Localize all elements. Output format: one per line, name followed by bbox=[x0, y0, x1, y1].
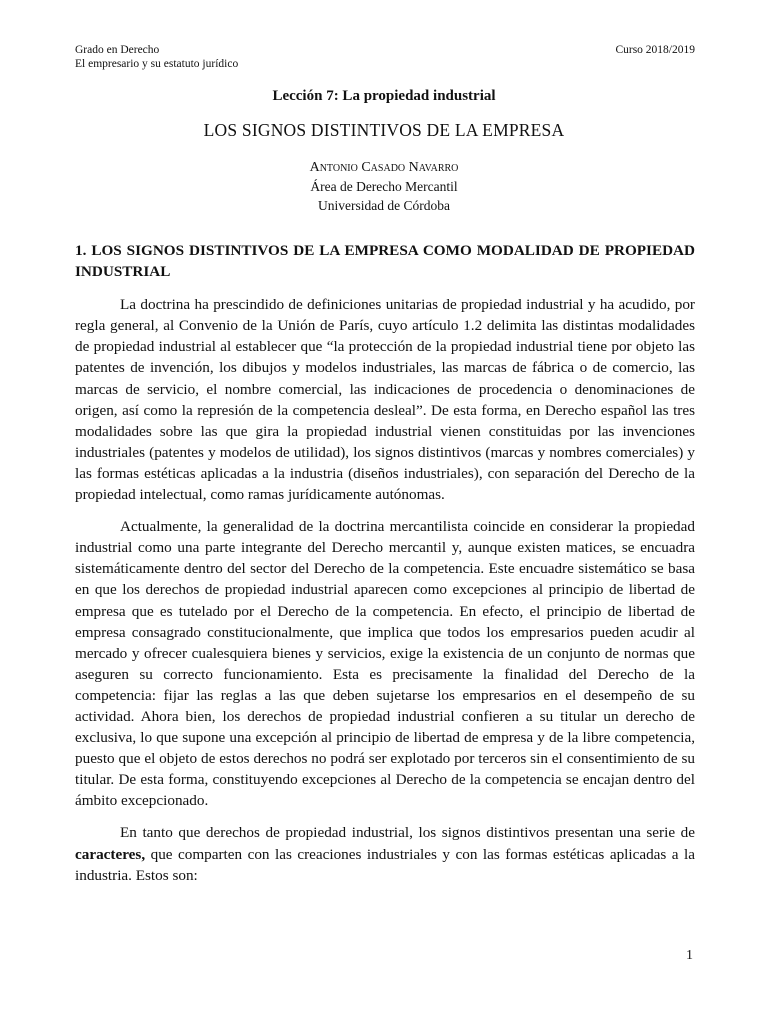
page-number: 1 bbox=[686, 948, 693, 963]
paragraph-3 bbox=[75, 822, 695, 885]
section-heading: 1. LOS SIGNOS DISTINTIVOS DE LA EMPRESA COMO MODALIDAD DE PROPIEDAD INDUSTRIAL bbox=[75, 242, 695, 281]
paragraph-3-bold-term: caracteres, bbox=[75, 845, 146, 863]
paragraph-1: La doctrina ha prescindido de definiciones unitarias de propiedad industrial y ha acudido, por regla general, al Convenio de la Unión de París, cuyo artículo 1.2 delimita las distintas modalidades de propiedad industrial al establecer que “la protección de la propiedad industrial tiene por objeto las patentes de invención, los dibujos y modelos industriales, las marcas de fábrica o de comercio, las marcas de servicio, el nombre comercial, las indicaciones de procedencia o denominaciones de origen, así como la represión de la competencia desleal”. De esta forma, en Derecho español las tres modalidades sobre las que gira la propiedad industrial vienen constituidas por las invenciones industriales (patentes y modelos de utilidad), los signos distintivos (marcas y nombres comerciales) y las formas estéticas aplicadas a la industria (diseños industriales), con separación del Derecho de la propiedad intelectual, como ramas jurídicamente autónomas. bbox=[75, 296, 695, 504]
author-university: Universidad de Córdoba bbox=[318, 198, 450, 213]
page-header bbox=[75, 43, 695, 71]
header-academic-year: Curso 2018/2019 bbox=[615, 44, 695, 56]
document-title: LOS SIGNOS DISTINTIVOS DE LA EMPRESA bbox=[203, 120, 565, 140]
paragraph-3-text-end: que comparten con las creaciones industriales y con las formas estéticas aplicadas a la industria. Estos son: bbox=[75, 845, 695, 884]
lesson-title: Lección 7: La propiedad industrial bbox=[272, 88, 496, 104]
author-block bbox=[0, 158, 768, 215]
paragraph-2: Actualmente, la generalidad de la doctrina mercantilista coincide en considerar la propiedad industrial como una parte integrante del Derecho mercantil y, aunque existen matices, se encuadra sistemáticamente dentro del sector del Derecho de la competencia. Este encuadre sistemático se basa en que los derechos de propiedad industrial aparecen como excepciones al principio de libertad de empresa que es tutelado por el Derecho de la competencia. En efecto, el principio de libertad de empresa consagrado constitucionalmente, que implica que todos los empresarios pueden acudir al mercado y ofrecer cualesquiera bienes y servicios, exige la existencia de un conjunto de normas que aseguren su correcto funcionamiento. Esta es precisamente la finalidad del Derecho de la competencia: fijar las reglas a las que deben sujetarse los empresarios en el desempeño de su actividad. Ahora bien, los derechos de propiedad industrial confieren a su titular un derecho de exclusiva, lo que supone una excepción al principio de libertad de empresa y de la libre competencia, puesto que el objeto de estos derechos no podrá ser explotado por terceros sin el consentimiento de su titular. De esta forma, constituyendo excepciones al Derecho de la competencia se encajan dentro del ámbito excepcionado. bbox=[75, 518, 695, 810]
paragraph-3-text-start: En tanto que derechos de propiedad industrial, los signos distintivos presentan una serie de bbox=[120, 824, 695, 842]
author-name: Antonio Casado Navarro bbox=[309, 160, 459, 175]
header-course-subject: El empresario y su estatuto jurídico bbox=[75, 58, 239, 70]
document-body bbox=[75, 240, 695, 897]
header-degree: Grado en Derecho bbox=[75, 44, 160, 56]
author-department: Área de Derecho Mercantil bbox=[310, 179, 458, 194]
